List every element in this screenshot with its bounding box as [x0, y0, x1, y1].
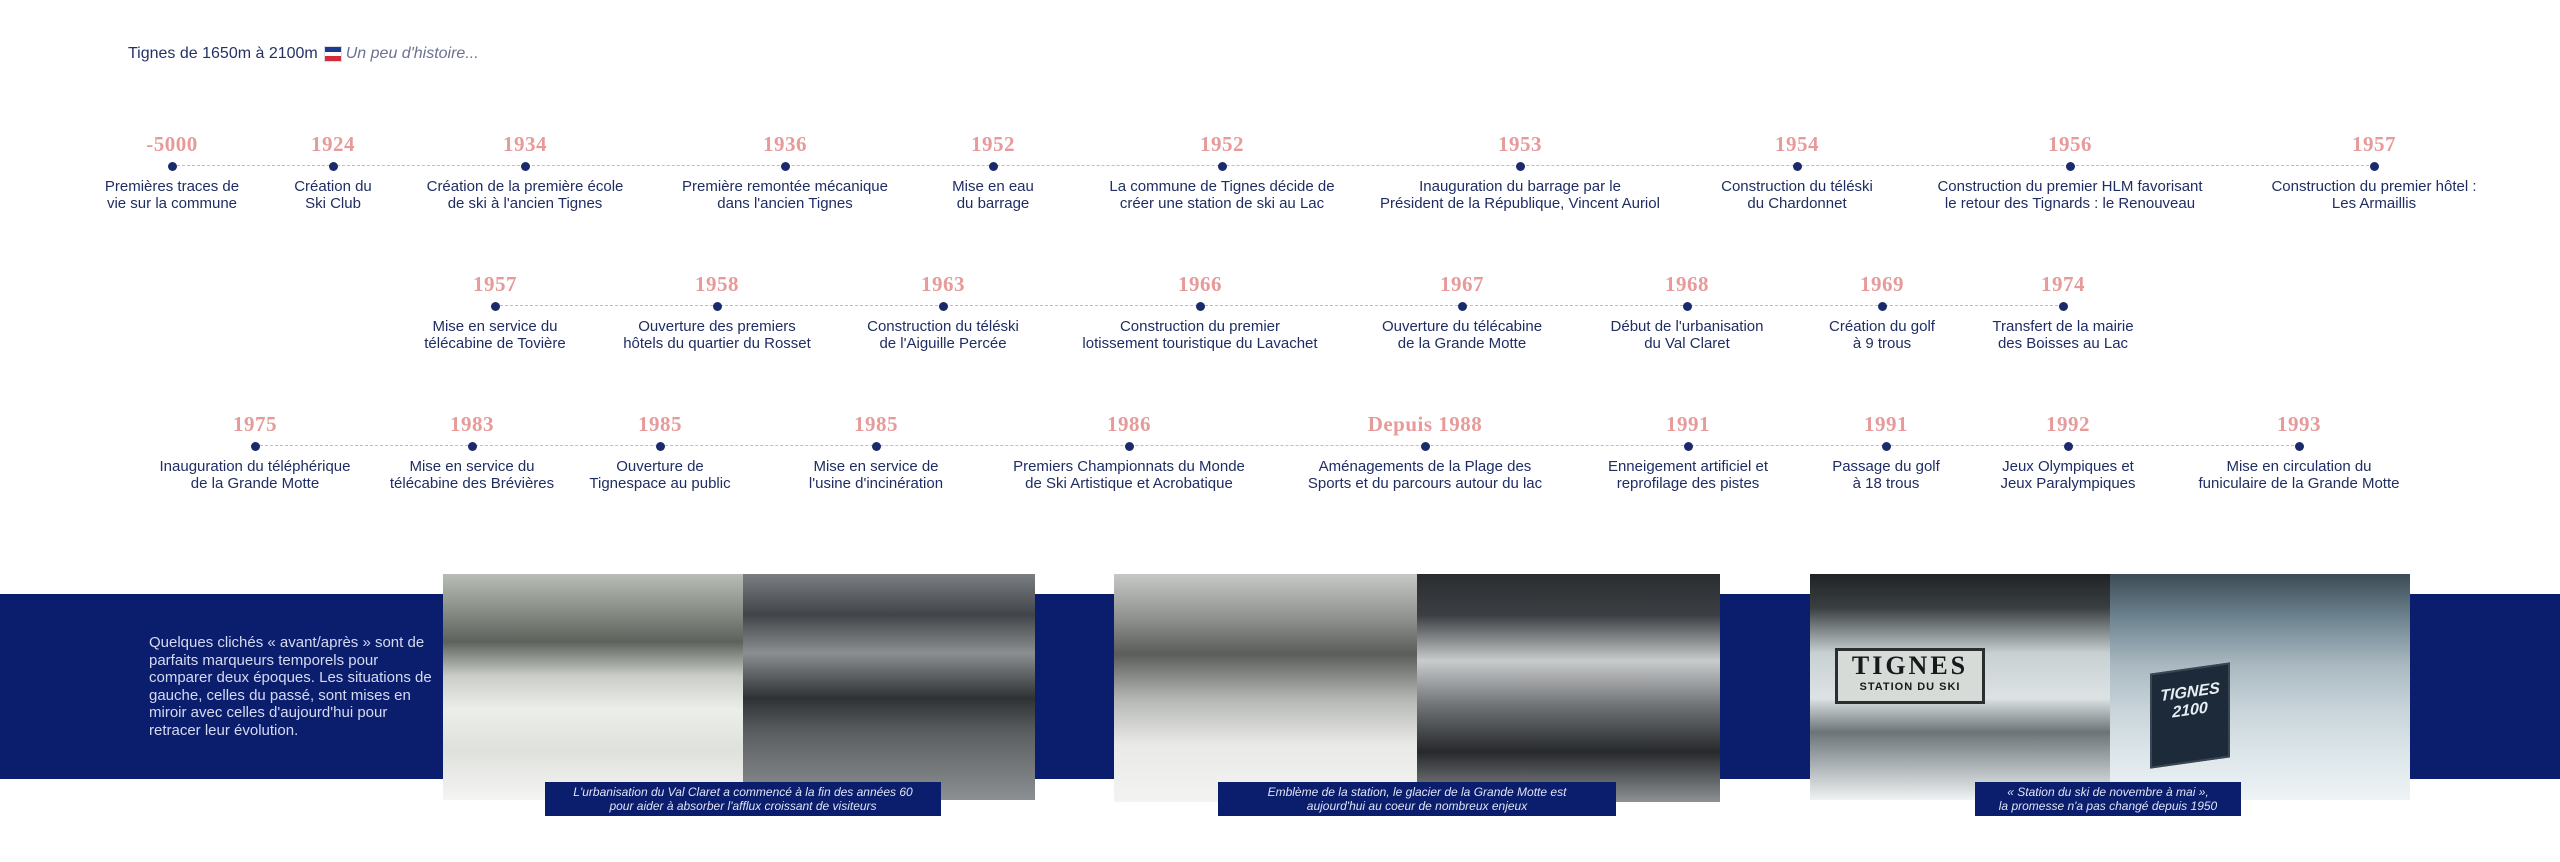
- event-year: 1967: [1440, 272, 1484, 296]
- event-dot: [2295, 442, 2304, 451]
- timeline-event: [2244, 132, 2504, 212]
- event-year: 1968: [1665, 272, 1709, 296]
- photo-grande-motte-present: [1417, 574, 1720, 802]
- event-year: 1934: [503, 132, 547, 156]
- event-year: 1985: [854, 412, 898, 436]
- event-label: Ouverture des premiers hôtels du quartier du Rosset: [623, 318, 811, 352]
- board-text: TIGNES 2100: [2160, 679, 2220, 722]
- event-year: 1986: [1107, 412, 1151, 436]
- event-label: Construction du premier lotissement touristique du Lavachet: [1082, 318, 1318, 352]
- event-dot: [989, 162, 998, 171]
- event-label: Passage du golf à 18 trous: [1832, 458, 1940, 492]
- event-label: Mise en service du télécabine des Brévières: [389, 458, 555, 492]
- event-label: Première remontée mécanique dans l'ancien Tignes: [682, 178, 888, 212]
- event-dot: [1421, 442, 1430, 451]
- event-label: Début de l'urbanisation du Val Claret: [1610, 318, 1764, 352]
- event-label: Mise en circulation du funiculaire de la Grande Motte: [2198, 458, 2400, 492]
- timeline-event: [863, 132, 1123, 212]
- event-label: Mise en service de l'usine d'incinération: [808, 458, 944, 492]
- timeline-row-1: [0, 132, 2560, 242]
- event-year: 1936: [763, 132, 807, 156]
- photo-val-claret-past: [443, 574, 743, 800]
- event-label: Création du golf à 9 trous: [1829, 318, 1935, 352]
- header-subtitle: Un peu d'histoire...: [345, 45, 479, 62]
- event-dot: [2370, 162, 2379, 171]
- event-dot: [1878, 302, 1887, 311]
- event-year: 1983: [450, 412, 494, 436]
- event-dot: [168, 162, 177, 171]
- event-dot: [2066, 162, 2075, 171]
- timeline-event: [587, 272, 847, 352]
- event-year: 1956: [2048, 132, 2092, 156]
- tignes-2100-board: [2150, 662, 2230, 768]
- event-year: 1924: [311, 132, 355, 156]
- event-year: Depuis 1988: [1367, 412, 1483, 436]
- event-dot: [2064, 442, 2073, 451]
- event-label: Premières traces de vie sur la commune: [104, 178, 240, 212]
- timeline-event: [2169, 412, 2429, 492]
- event-dot: [1683, 302, 1692, 311]
- event-dot: [1125, 442, 1134, 451]
- event-label: La commune de Tignes décide de créer une station de ski au Lac: [1109, 178, 1335, 212]
- event-year: 1957: [473, 272, 517, 296]
- event-dot: [781, 162, 790, 171]
- event-year: 1953: [1498, 132, 1542, 156]
- header-title: Tignes de 1650m à 2100m: [128, 45, 318, 62]
- event-dot: [1516, 162, 1525, 171]
- event-year: 1993: [2277, 412, 2321, 436]
- event-label: Transfert de la mairie des Boisses au Lac: [1992, 318, 2134, 352]
- timeline-event: [1933, 272, 2193, 352]
- timeline-event: [365, 272, 625, 352]
- event-label: Création du Ski Club: [294, 178, 372, 212]
- event-label: Construction du téléski du Chardonnet: [1721, 178, 1873, 212]
- event-dot: [491, 302, 500, 311]
- event-year: 1969: [1860, 272, 1904, 296]
- timeline-event: [1092, 132, 1352, 212]
- event-dot: [1684, 442, 1693, 451]
- event-year: 1952: [971, 132, 1015, 156]
- event-label: Construction du premier HLM favorisant le retour des Tignards : le Renouveau: [1937, 178, 2203, 212]
- event-year: 1992: [2046, 412, 2090, 436]
- photo-caption-1: L'urbanisation du Val Claret a commencé à la fin des années 60 pour aider à absorber l'afflux croissant de visiteurs: [545, 782, 941, 816]
- event-year: 1963: [921, 272, 965, 296]
- photo-val-claret-present: [743, 574, 1035, 800]
- event-label: Jeux Olympiques et Jeux Paralympiques: [2000, 458, 2136, 492]
- event-year: -5000: [146, 132, 198, 156]
- event-label: Premiers Championnats du Monde de Ski Artistique et Acrobatique: [1013, 458, 1245, 492]
- page-header: [128, 44, 479, 64]
- timeline-row-3: [0, 412, 2560, 522]
- timeline-row-2: [0, 272, 2560, 382]
- photo-caption-2: Emblème de la station, le glacier de la Grande Motte est aujourd'hui au coeur de nombreux enjeux: [1218, 782, 1616, 816]
- tignes-sign-old: [1835, 648, 1985, 704]
- event-label: Ouverture du télécabine de la Grande Motte: [1381, 318, 1543, 352]
- sign-title: TIGNES: [1851, 651, 1969, 680]
- event-dot: [1793, 162, 1802, 171]
- event-dot: [521, 162, 530, 171]
- event-dot: [2059, 302, 2068, 311]
- event-label: Aménagements de la Plage des Sports et du parcours autour du lac: [1307, 458, 1543, 492]
- event-dot: [1882, 442, 1891, 451]
- timeline-event: [813, 272, 1073, 352]
- timeline-event: [1667, 132, 1927, 212]
- photo-grande-motte-past: [1114, 574, 1417, 802]
- event-label: Mise en service du télécabine de Tovière: [424, 318, 566, 352]
- event-label: Inauguration du téléphérique de la Grande Motte: [159, 458, 351, 492]
- event-year: 1974: [2041, 272, 2085, 296]
- event-label: Ouverture de Tignespace au public: [589, 458, 731, 492]
- event-dot: [1458, 302, 1467, 311]
- timeline-event: [1295, 412, 1555, 492]
- timeline-event: [1070, 272, 1330, 352]
- event-label: Construction du téléski de l'Aiguille Percée: [867, 318, 1019, 352]
- timeline-event: [1360, 132, 1680, 212]
- event-label: Inauguration du barrage par le Président de la République, Vincent Auriol: [1380, 178, 1660, 212]
- event-dot: [872, 442, 881, 451]
- event-dot: [1218, 162, 1227, 171]
- event-year: 1966: [1178, 272, 1222, 296]
- event-year: 1954: [1775, 132, 1819, 156]
- event-dot: [329, 162, 338, 171]
- event-dot: [713, 302, 722, 311]
- event-year: 1957: [2352, 132, 2396, 156]
- timeline-event: [395, 132, 655, 212]
- event-year: 1985: [638, 412, 682, 436]
- event-dot: [251, 442, 260, 451]
- timeline-event: [746, 412, 1006, 492]
- event-dot: [468, 442, 477, 451]
- event-label: Mise en eau du barrage: [952, 178, 1034, 212]
- event-label: Création de la première école de ski à l'ancien Tignes: [426, 178, 624, 212]
- event-dot: [939, 302, 948, 311]
- timeline-event: [999, 412, 1259, 492]
- timeline-event: [1938, 412, 2198, 492]
- event-dot: [656, 442, 665, 451]
- sign-subtitle: STATION DU SKI: [1859, 681, 1961, 693]
- timeline-event: [1332, 272, 1592, 352]
- event-label: Enneigement artificiel et reprofilage des pistes: [1607, 458, 1769, 492]
- event-year: 1991: [1666, 412, 1710, 436]
- band-description: Quelques clichés « avant/après » sont de parfaits marqueurs temporels pour comparer deux époques. Les situations de gauche, celles du passé, sont mises en miroir avec celles d'aujourd'hui pour retracer leur évolution.: [149, 634, 432, 739]
- event-year: 1952: [1200, 132, 1244, 156]
- event-label: Construction du premier hôtel : Les Armaillis: [2271, 178, 2477, 212]
- event-year: 1991: [1864, 412, 1908, 436]
- event-year: 1975: [233, 412, 277, 436]
- flag-icon: [324, 46, 342, 62]
- timeline-event: [1910, 132, 2230, 212]
- event-year: 1958: [695, 272, 739, 296]
- photo-caption-3: « Station du ski de novembre à mai », la promesse n'a pas changé depuis 1950: [1975, 782, 2241, 816]
- event-dot: [1196, 302, 1205, 311]
